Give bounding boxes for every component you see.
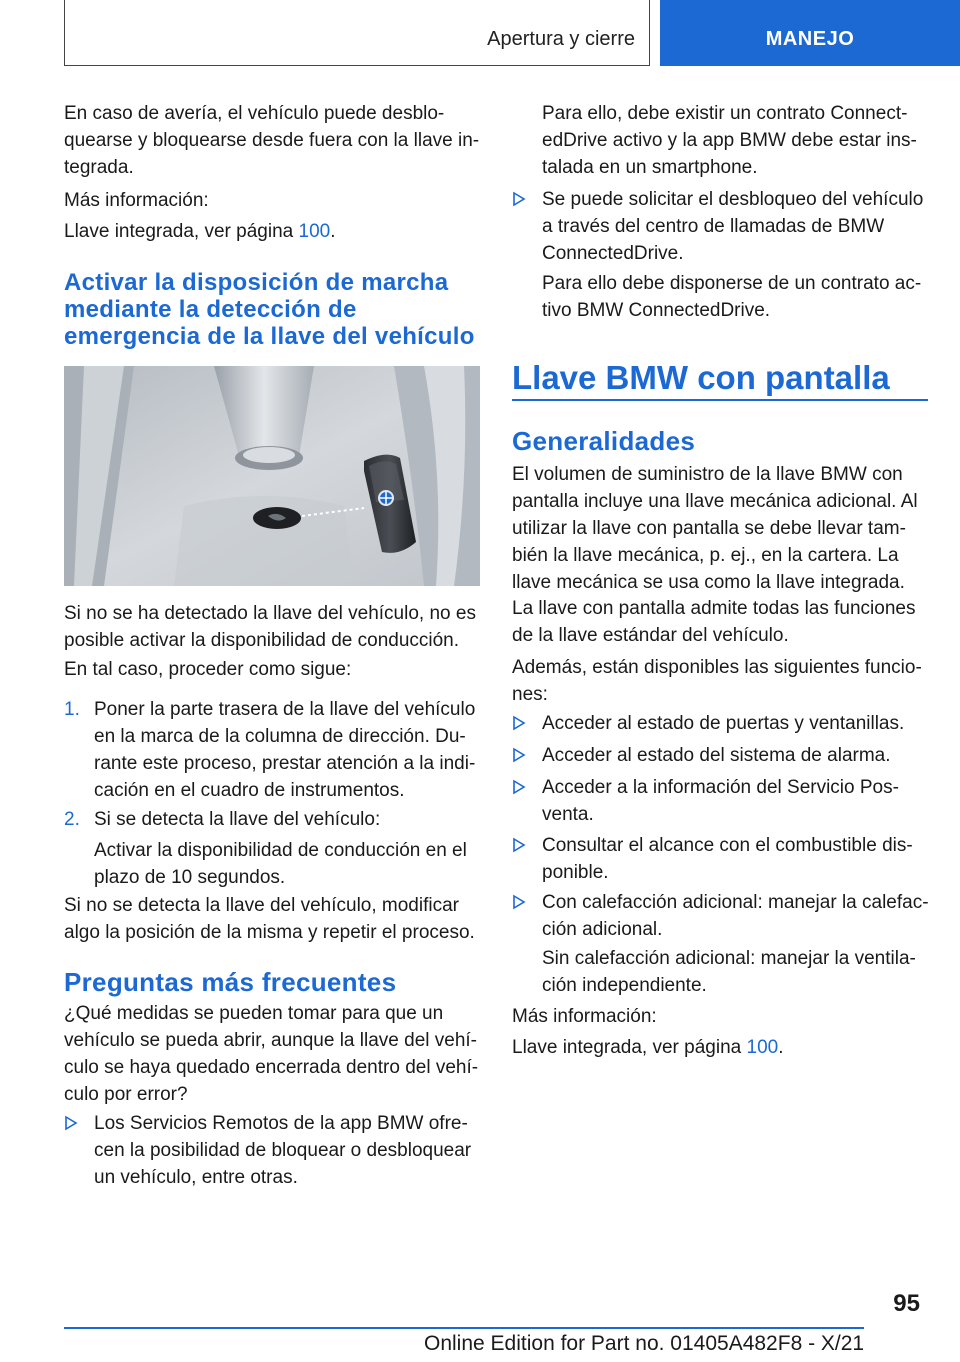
- more-info-label: Más información:: [64, 190, 209, 211]
- bullet-text: Se puede solicitar el desbloqueo del vehículo a través del centro de llamadas de BMW ConnectedDrive.: [542, 189, 924, 264]
- paragraph-breakdown: En caso de avería, el vehículo puede desblo- quearse y bloquearse desde fuera con la llave in- tegrada.: [64, 103, 480, 178]
- list-item-continuation: Sin calefacción adicional: manejar la ventila- ción independiente.: [542, 948, 916, 996]
- illustration: [64, 366, 480, 586]
- edition-footer: Online Edition for Part no. 01405A482F8 - X/21: [424, 1332, 865, 1355]
- paragraph-retry: Si no se detecta la llave del vehículo, modificar algo la posición de la misma y repetir el proceso.: [64, 895, 475, 943]
- step-number: 2.: [64, 809, 80, 830]
- list-item-text: Acceder al estado de puertas y ventanillas.: [542, 713, 905, 734]
- chapter-tab[interactable]: [660, 0, 960, 66]
- step-text: Si se detecta la llave del vehículo:: [94, 809, 381, 830]
- triangle-bullet-icon: [512, 894, 526, 910]
- page-reference: Llave integrada, ver página 100.: [512, 1037, 784, 1058]
- list-item-text: Acceder a la información del Servicio Pos- venta.: [542, 777, 899, 825]
- list-item-text: Con calefacción adicional: manejar la calefac- ción adicional.: [542, 892, 929, 940]
- key-steering-column-image: [64, 366, 480, 586]
- more-info-label: Más información:: [512, 1006, 657, 1027]
- bullet-text: Los Servicios Remotos de la app BMW ofre- cen la posibilidad de bloquear o desbloquear un vehículo, entre otras.: [94, 1113, 472, 1188]
- page-number: 95: [893, 1290, 920, 1317]
- bullet-remote-services: [64, 1110, 480, 1191]
- chapter-heading: Llave BMW con pantalla: [512, 359, 890, 396]
- list-item: [512, 742, 932, 769]
- list-item: [512, 710, 932, 737]
- triangle-bullet-icon: [512, 837, 526, 853]
- page-link[interactable]: 100: [746, 1037, 779, 1058]
- step-text: Poner la parte trasera de la llave del vehículo en la marca de la columna de dirección. Du- rante este proceso, prestar atención a la indi- cación en el cuadro de instrumentos.: [94, 699, 476, 801]
- step-1: [64, 696, 480, 804]
- paragraph-procedure-intro: En tal caso, proceder como sigue:: [64, 659, 352, 680]
- list-item: [512, 889, 932, 943]
- section-header-box: [64, 0, 650, 66]
- bullet-2-continuation: Para ello debe disponerse de un contrato ac- tivo BMW ConnectedDrive.: [542, 273, 922, 321]
- question-text: ¿Qué medidas se pueden tomar para que un vehículo se pueda abrir, aunque la llave del vehí- culo se haya quedado encerrada dentro del vehí- culo por error?: [64, 1003, 479, 1105]
- section-title: Apertura y cierre: [487, 28, 635, 50]
- step-number: 1.: [64, 699, 80, 720]
- page-header: [0, 0, 960, 66]
- paragraph-functions: La llave con pantalla admite todas las funciones de la llave estándar del vehículo.: [512, 598, 916, 646]
- chapter-tab-label: MANEJO: [765, 28, 855, 50]
- list-item: [512, 774, 932, 828]
- triangle-bullet-icon: [512, 715, 526, 731]
- triangle-bullet-icon: [64, 1115, 78, 1131]
- list-item-text: Acceder al estado del sistema de alarma.: [542, 745, 891, 766]
- heading-generalidades: Generalidades: [512, 426, 696, 456]
- bullet-call-center: [512, 186, 932, 267]
- paragraph-additional-functions: Además, están disponibles las siguientes funcio- nes:: [512, 657, 922, 705]
- footer-rule: [64, 1327, 864, 1329]
- triangle-bullet-icon: [512, 747, 526, 763]
- page-link[interactable]: 100: [298, 221, 331, 242]
- page-reference: Llave integrada, ver página 100.: [64, 221, 336, 242]
- triangle-bullet-icon: [512, 191, 526, 207]
- list-item: [512, 832, 932, 886]
- chapter-heading-rule: [512, 399, 928, 401]
- paragraph-not-detected: Si no se ha detectado la llave del vehículo, no es posible activar la disponibilidad de conducción.: [64, 603, 476, 651]
- bullet-1-continuation: Para ello, debe existir un contrato Connect- edDrive activo y la app BMW debe estar ins- talada en un smartphone.: [542, 103, 917, 178]
- heading-activar: Activar la disposición de marcha mediante la detección de emergencia de la llave del vehículo: [64, 269, 475, 350]
- list-item-text: Consultar el alcance con el combustible dis- ponible.: [542, 835, 913, 883]
- step-2: [64, 806, 480, 833]
- heading-preguntas: Preguntas más frecuentes: [64, 967, 397, 997]
- step-2-detail: Activar la disponibilidad de conducción en el plazo de 10 segundos.: [94, 840, 467, 888]
- triangle-bullet-icon: [512, 779, 526, 795]
- paragraph-delivery-scope: El volumen de suministro de la llave BMW con pantalla incluye una llave mecánica adicional. Al utilizar la llave con pantalla se debe llevar tam- bién la llave mecánica, p. ej., en la cartera. La llave mecánica se usa como la llave integrada.: [512, 464, 918, 593]
